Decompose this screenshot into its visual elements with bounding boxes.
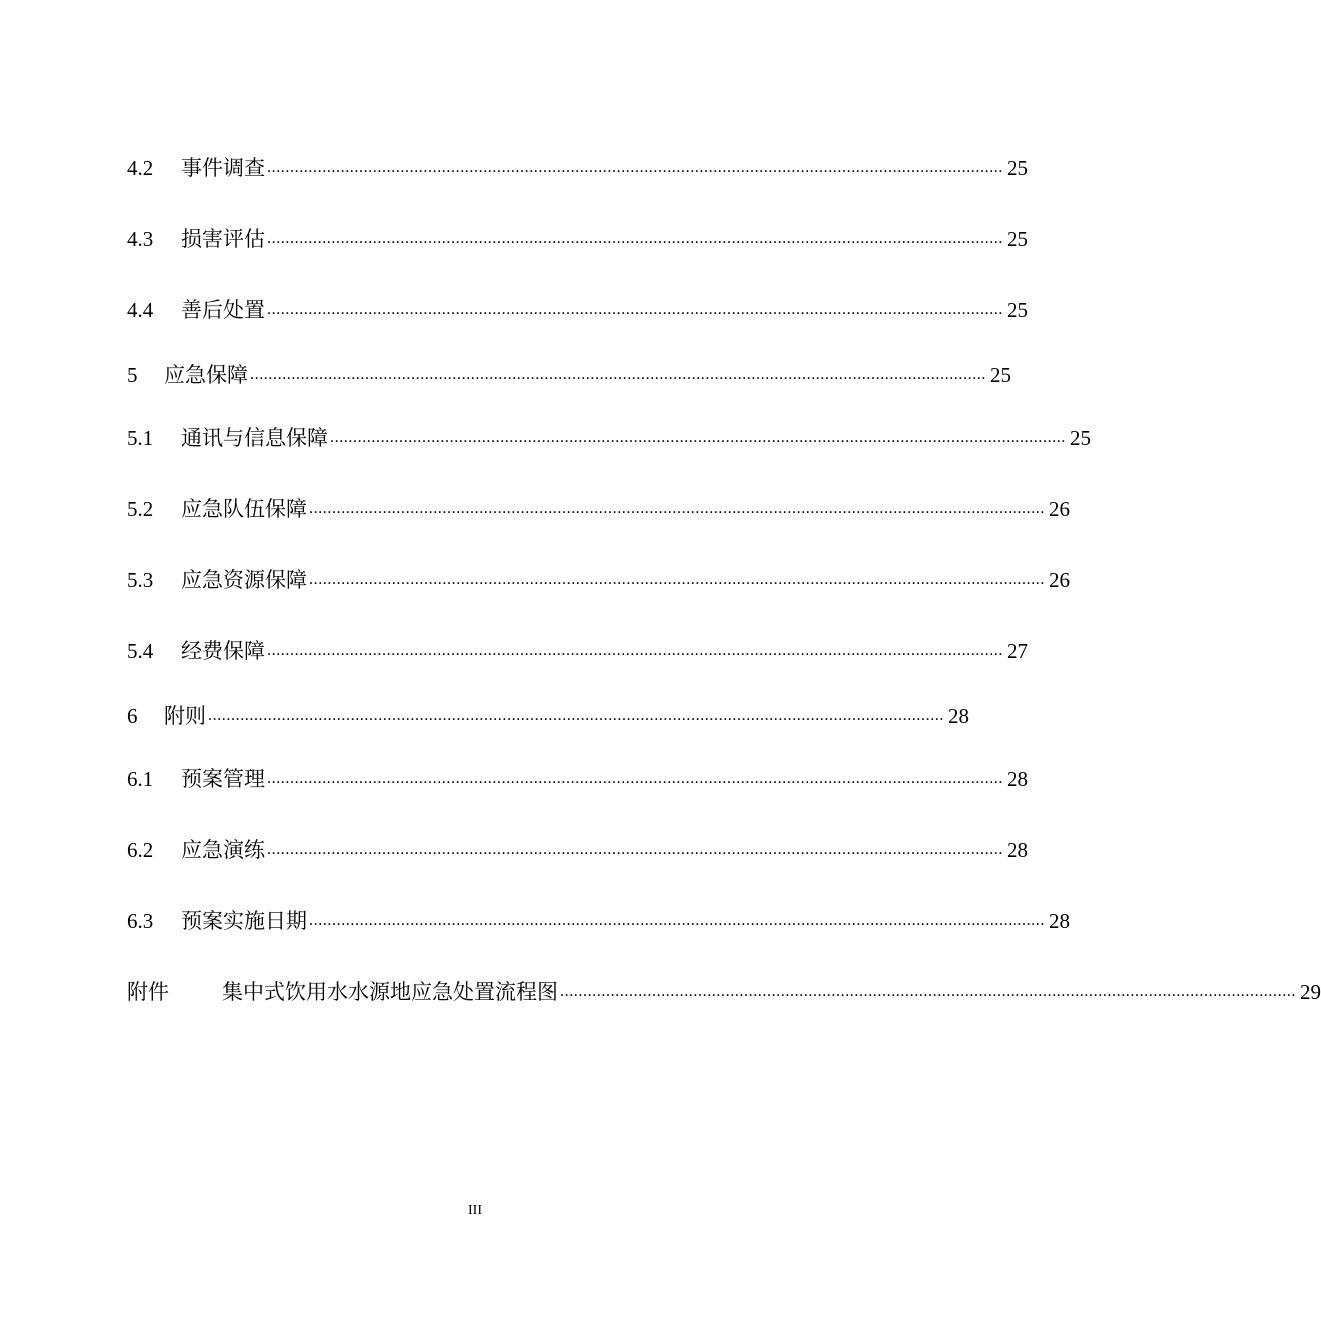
toc-number: 6.3 [127,909,154,933]
toc-title: 应急演练 [181,838,265,862]
toc-page-number: 28 [1049,909,1070,933]
toc-page-number: 25 [1070,426,1091,450]
toc-entry-5-1[interactable] [127,423,1091,453]
toc-number: 4.3 [127,227,154,251]
toc-leader-dots: ................................................................................................................................................................ [330,429,1066,446]
toc-entry-5-4[interactable] [127,636,1028,666]
toc-title: 事件调查 [181,156,265,180]
toc-page-number: 29 [1300,980,1321,1004]
toc-title: 应急队伍保障 [181,497,307,521]
toc-number: 6 [127,704,138,728]
toc-leader-dots: ................................................................................................................................................................ [560,983,1296,1000]
toc-leader-dots: ................................................................................................................................................................ [267,642,1003,659]
toc-entry-4-4[interactable] [127,295,1028,325]
toc-title: 预案管理 [181,767,265,791]
toc-entry-6-2[interactable] [127,835,1028,865]
toc-leader-dots: ................................................................................................................................................................ [267,159,1003,176]
toc-page-number: 26 [1049,568,1070,592]
page-footer-number: III [468,1203,482,1218]
toc-number: 附件 [127,980,169,1004]
toc-title: 附则 [164,704,206,728]
toc-number: 5.1 [127,426,154,450]
toc-leader-dots: ................................................................................................................................................................ [309,571,1045,588]
toc-entry-appendix[interactable] [127,977,1321,1007]
toc-entry-4-3[interactable] [127,224,1028,254]
toc-page-number: 26 [1049,497,1070,521]
toc-number: 5.3 [127,568,154,592]
toc-entry-6-1[interactable] [127,764,1028,794]
toc-page-number: 28 [1007,838,1028,862]
toc-entry-6[interactable] [127,701,969,731]
toc-entry-5-2[interactable] [127,494,1070,524]
toc-title: 应急保障 [164,363,248,387]
toc-title: 通讯与信息保障 [181,426,328,450]
toc-title: 善后处置 [181,298,265,322]
toc-number: 5 [127,363,138,387]
toc-page-number: 27 [1007,639,1028,663]
toc-number: 5.2 [127,497,154,521]
toc-leader-dots: ................................................................................................................................................................ [250,366,986,383]
toc-page-number: 28 [948,704,969,728]
toc-entry-5[interactable] [127,360,1011,390]
toc-leader-dots: ................................................................................................................................................................ [309,912,1045,929]
toc-page-number: 28 [1007,767,1028,791]
toc-leader-dots: ................................................................................................................................................................ [267,301,1003,318]
toc-page-number: 25 [1007,298,1028,322]
toc-page-number: 25 [1007,156,1028,180]
toc-leader-dots: ................................................................................................................................................................ [267,841,1003,858]
toc-page-number: 25 [1007,227,1028,251]
toc-entry-4-2[interactable] [127,153,1028,183]
toc-entry-5-3[interactable] [127,565,1070,595]
toc-number: 5.4 [127,639,154,663]
toc-title: 集中式饮用水水源地应急处置流程图 [222,980,558,1004]
toc-page-number: 25 [990,363,1011,387]
toc-number: 6.2 [127,838,154,862]
toc-number: 4.4 [127,298,154,322]
toc-leader-dots: ................................................................................................................................................................ [309,500,1045,517]
toc-number: 4.2 [127,156,154,180]
toc-title: 预案实施日期 [181,909,307,933]
toc-title: 经费保障 [181,639,265,663]
toc-entry-6-3[interactable] [127,906,1070,936]
toc-title: 损害评估 [181,227,265,251]
toc-title: 应急资源保障 [181,568,307,592]
toc-leader-dots: ................................................................................................................................................................ [208,707,944,724]
toc-number: 6.1 [127,767,154,791]
toc-leader-dots: ................................................................................................................................................................ [267,770,1003,787]
toc-leader-dots: ................................................................................................................................................................ [267,230,1003,247]
